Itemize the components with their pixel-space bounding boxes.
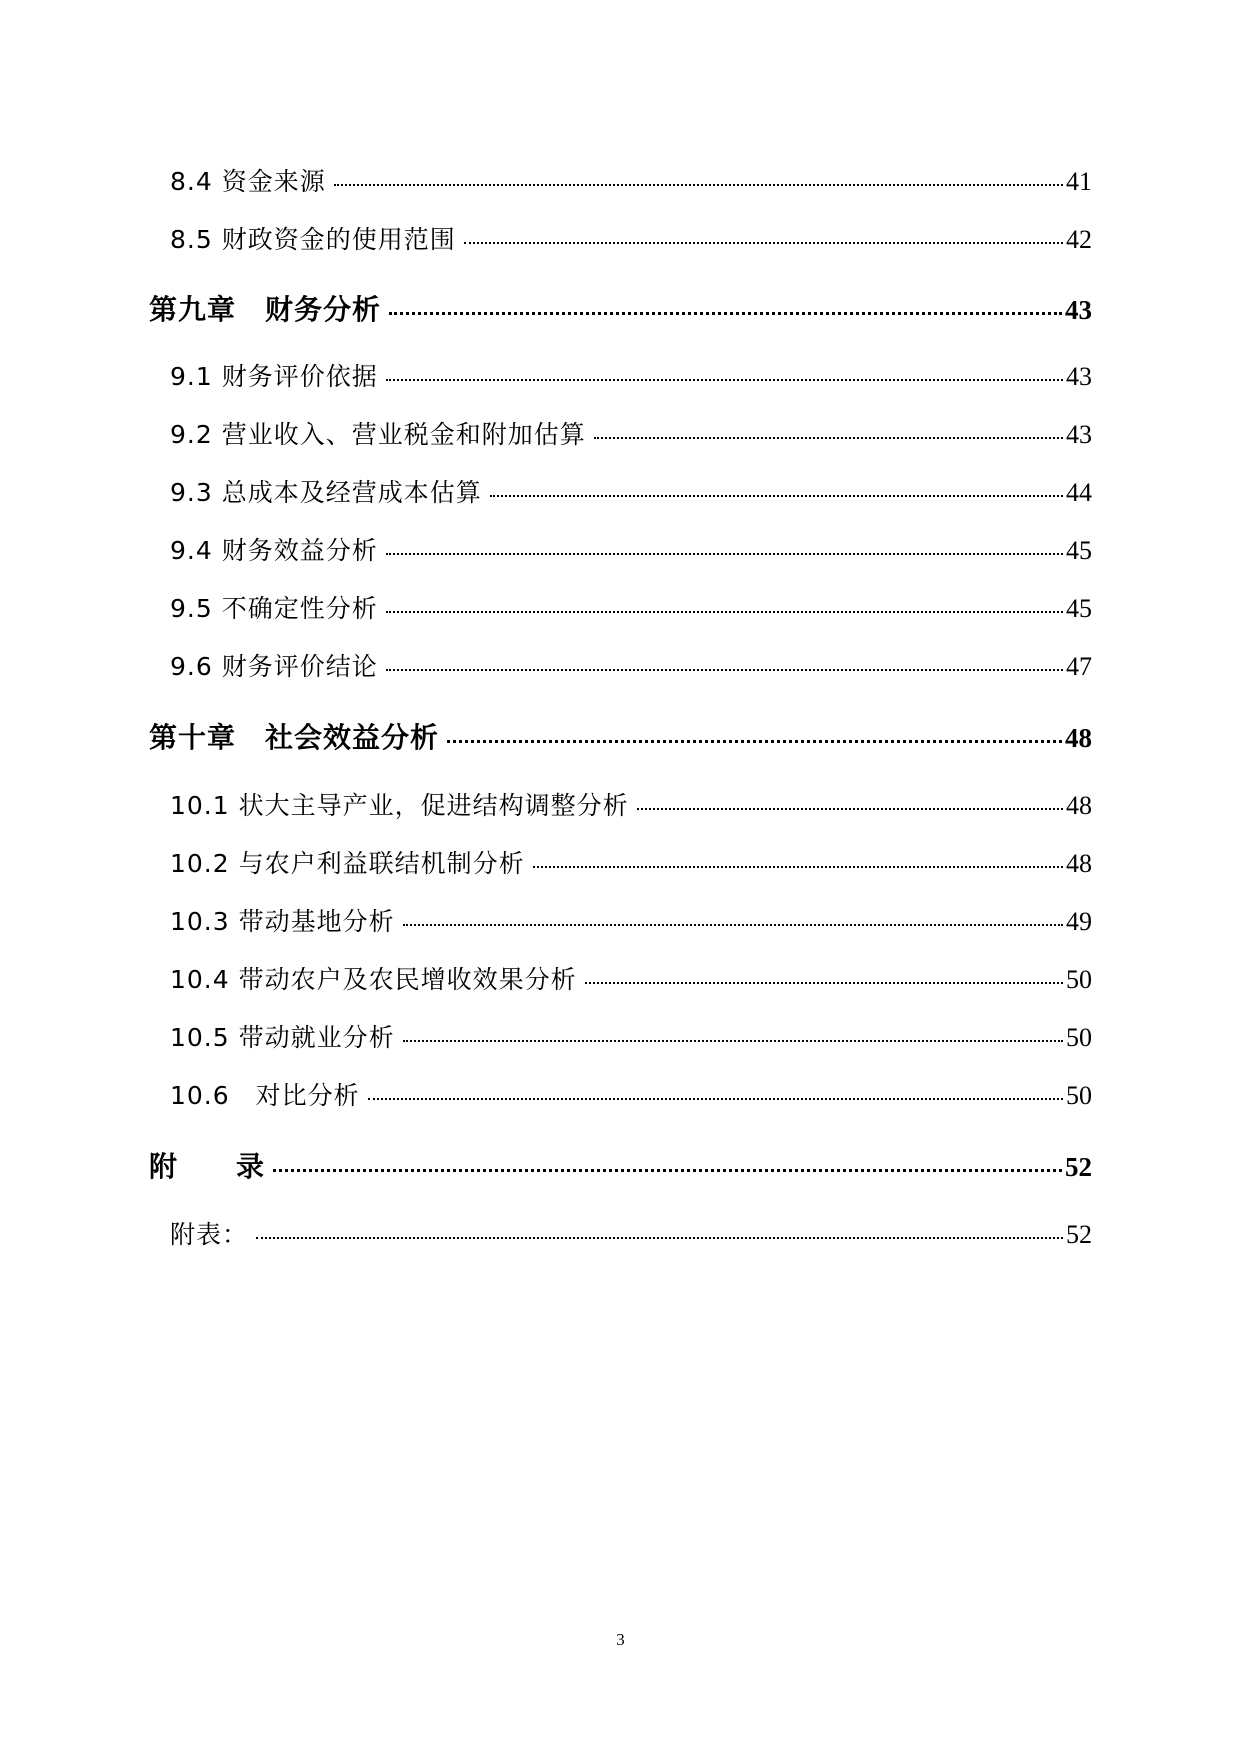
toc-entry-page: 52: [1066, 1220, 1092, 1249]
toc-dot-leader: [256, 1237, 1063, 1239]
toc-entry[interactable]: [170, 220, 1092, 256]
toc-entry-page: 45: [1066, 594, 1092, 623]
toc-chapter-page: 52: [1065, 1152, 1092, 1182]
toc-entry[interactable]: [170, 1018, 1092, 1054]
toc-chapter-entry[interactable]: [149, 288, 1092, 328]
toc-entry-page: 50: [1066, 1023, 1092, 1052]
toc-dot-leader: [447, 740, 1062, 743]
toc-dot-leader: [389, 312, 1062, 315]
toc-entry[interactable]: [170, 647, 1092, 683]
toc-entry-title: 9.5 不确定性分析: [170, 594, 378, 623]
toc-entry[interactable]: [170, 589, 1092, 625]
toc-entry-page: 43: [1066, 362, 1092, 391]
toc-entry[interactable]: [170, 473, 1092, 509]
toc-entry-page: 50: [1066, 1081, 1092, 1110]
toc-entry[interactable]: [170, 786, 1092, 822]
toc-entry-title: 10.4 带动农户及农民增收效果分析: [170, 965, 577, 994]
toc-entry-title: 9.3 总成本及经营成本估算: [170, 478, 482, 507]
toc-dot-leader: [637, 808, 1063, 810]
toc-entry[interactable]: [170, 531, 1092, 567]
toc-entry-page: 48: [1066, 849, 1092, 878]
toc-entry-title: 8.4 资金来源: [170, 167, 326, 196]
toc-entry-page: 48: [1066, 791, 1092, 820]
toc-entry[interactable]: [170, 415, 1092, 451]
toc-chapter-entry[interactable]: [149, 1145, 1092, 1185]
toc-entry[interactable]: [170, 162, 1092, 198]
toc-dot-leader: [386, 669, 1063, 671]
toc-dot-leader: [386, 379, 1063, 381]
toc-dot-leader: [533, 866, 1063, 868]
toc-entry[interactable]: [170, 960, 1092, 996]
toc-entry-title: 9.6 财务评价结论: [170, 652, 378, 681]
toc-chapter-title: 第十章 社会效益分析: [149, 721, 440, 754]
toc-dot-leader: [386, 553, 1063, 555]
toc-entry-title: 9.4 财务效益分析: [170, 536, 378, 565]
toc-entry-page: 50: [1066, 965, 1092, 994]
toc-entry-title: 9.2 营业收入、营业税金和附加估算: [170, 420, 586, 449]
toc-entry-title: 10.5 带动就业分析: [170, 1023, 395, 1052]
toc-entry-page: 42: [1066, 225, 1092, 254]
toc-entry[interactable]: [170, 1215, 1092, 1251]
toc-entry[interactable]: [170, 1076, 1092, 1112]
toc-dot-leader: [594, 437, 1063, 439]
toc-chapter-page: 43: [1065, 295, 1092, 325]
toc-entry-title: 9.1 财务评价依据: [170, 362, 378, 391]
toc-dot-leader: [273, 1169, 1062, 1172]
toc-entry-title: 10.3 带动基地分析: [170, 907, 395, 936]
toc-entry-page: 41: [1066, 167, 1092, 196]
toc-dot-leader: [334, 184, 1063, 186]
toc-entry-title: 10.1 状大主导产业，促进结构调整分析: [170, 791, 629, 820]
toc-entry-page: 45: [1066, 536, 1092, 565]
toc-chapter-title: 第九章 财务分析: [149, 293, 382, 326]
toc-entry-page: 47: [1066, 652, 1092, 681]
toc-dot-leader: [490, 495, 1063, 497]
toc-entry-title: 10.2 与农户利益联结机制分析: [170, 849, 525, 878]
toc-entry-page: 44: [1066, 478, 1092, 507]
toc-entry-title: 8.5 财政资金的使用范围: [170, 225, 456, 254]
toc-dot-leader: [368, 1098, 1063, 1100]
toc-dot-leader: [386, 611, 1063, 613]
toc-dot-leader: [585, 982, 1063, 984]
page-number: 3: [616, 1630, 625, 1649]
toc-entry[interactable]: [170, 902, 1092, 938]
toc-dot-leader: [403, 1040, 1063, 1042]
toc-dot-leader: [464, 242, 1063, 244]
toc-chapter-title: 附 录: [149, 1150, 266, 1183]
toc-entry[interactable]: [170, 844, 1092, 880]
toc-chapter-page: 48: [1065, 723, 1092, 753]
toc-entry-title: 10.6 对比分析: [170, 1081, 360, 1110]
toc-entry-title: 附表：: [170, 1220, 249, 1249]
toc-entry[interactable]: [170, 357, 1092, 393]
toc-entry-page: 43: [1066, 420, 1092, 449]
toc-entry-page: 49: [1066, 907, 1092, 936]
toc-dot-leader: [403, 924, 1063, 926]
toc-chapter-entry[interactable]: [149, 716, 1092, 756]
